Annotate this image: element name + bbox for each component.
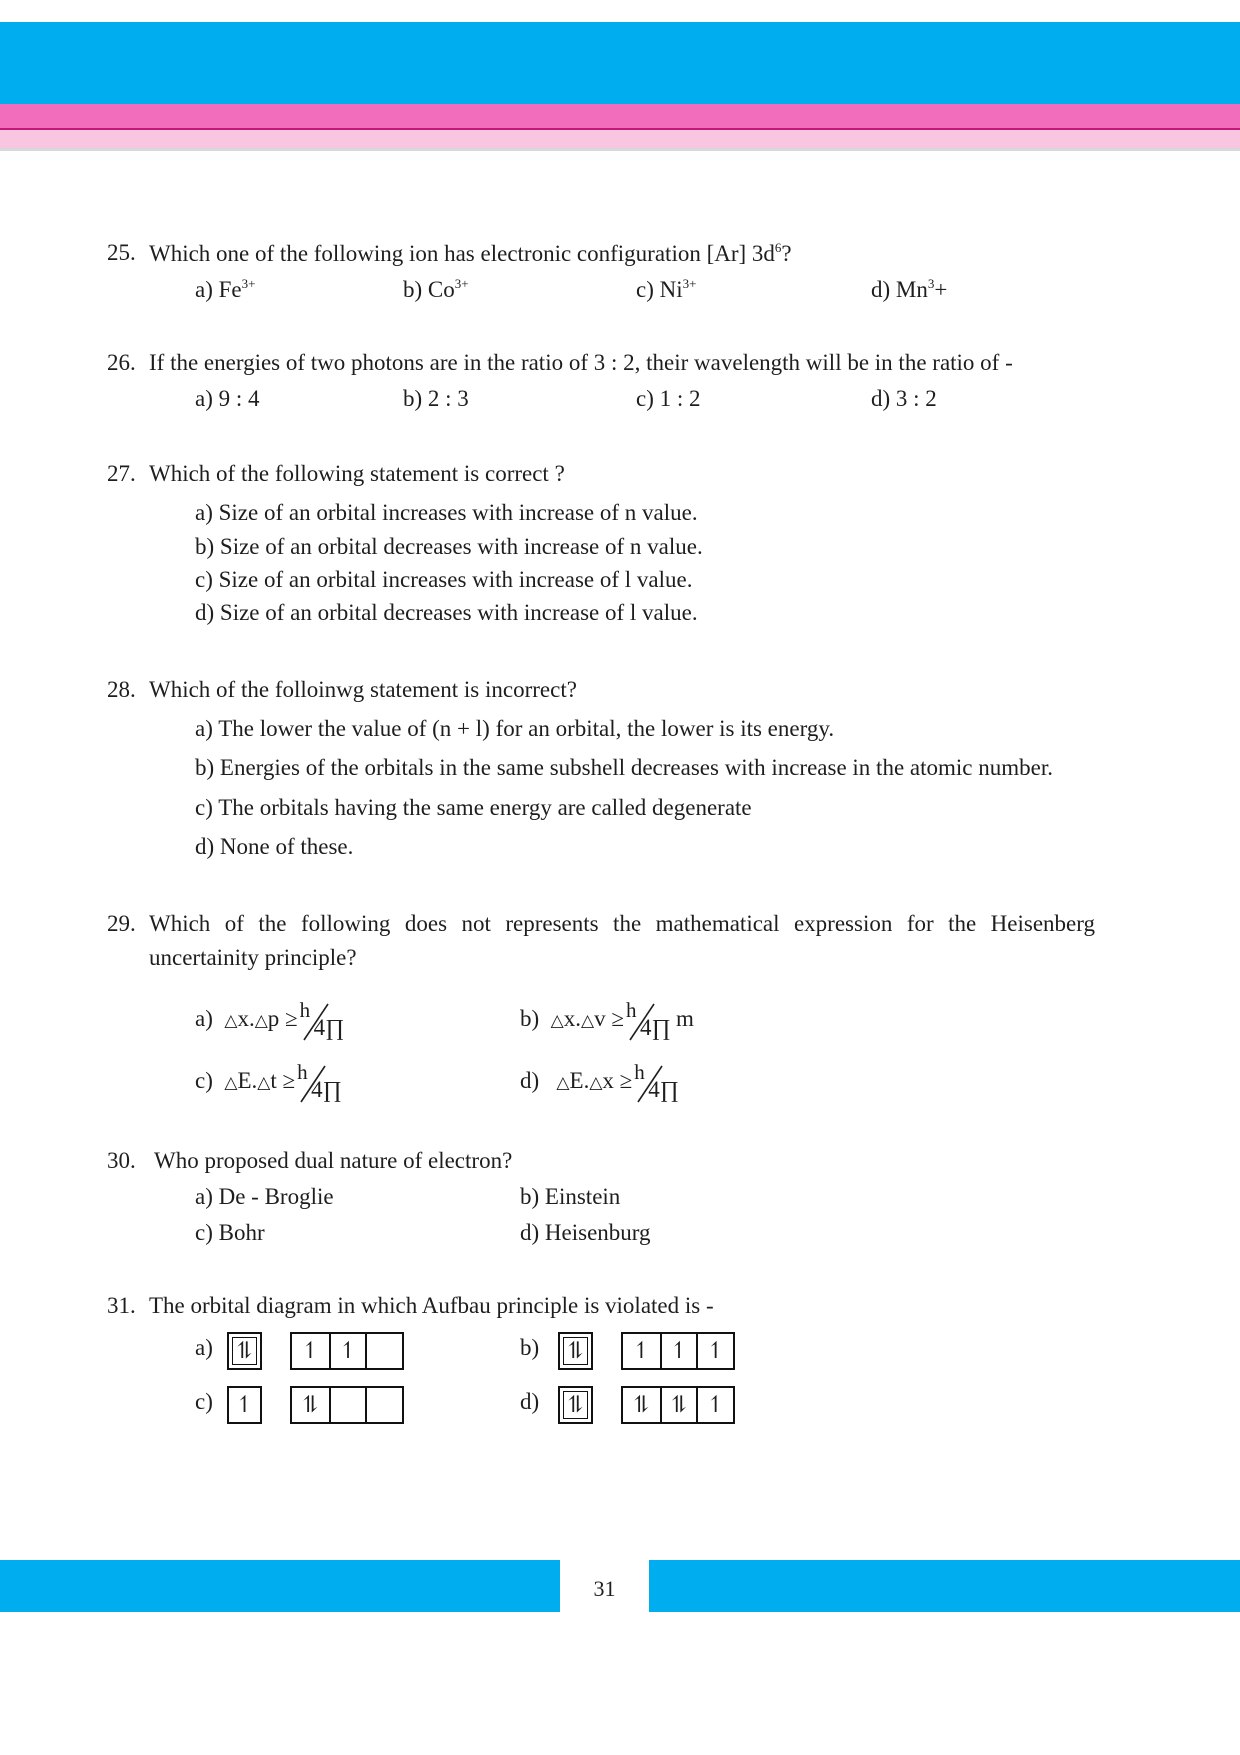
electron-cell: ⥮ [660,1388,697,1422]
electron-cell: ↿ [300,1338,320,1363]
option-d: d) Heisenburg [520,1220,651,1245]
footer-band-right [649,1560,1240,1612]
option-c-label: c) [195,1389,213,1414]
electron-cell [365,1388,402,1422]
header-light-pink-band [0,130,1240,151]
option-b: b) Size of an orbital decreases with increase of n value. [195,534,703,559]
question-text: Which of the following statement is correct ? [149,461,565,486]
orbital-p-box [290,1332,404,1370]
electron-cell: ↿ [329,1334,366,1368]
electron-cell: ⥮ [234,1338,255,1363]
question-text-line-2: uncertainity principle? [149,945,357,970]
electron-cell: ⥮ [631,1392,651,1417]
header-blue-band [0,22,1240,104]
option-b: b) $Co^{3+}$ [403,276,469,302]
question-text: The orbital diagram in which Aufbau principle is violated is - [149,1293,714,1318]
electron-cell [365,1334,402,1368]
option-c: c) $Ni^{3+}$ [636,276,697,302]
orbital-s-box [558,1386,593,1424]
option-d: d) △E.△x ≥ h 4∏ [520,1062,684,1102]
electron-cell: ↿ [660,1334,697,1368]
electron-cell: ↿ [631,1338,651,1363]
orbital-s-box [558,1332,593,1370]
question-text: Which one of the following ion has electronic configuration [Ar] $3d^6$? [149,240,792,266]
option-a: a) De - Broglie [195,1184,334,1209]
option-c: c) 1 : 2 [636,386,701,411]
electron-cell: ↿ [696,1334,733,1368]
fraction: h 4∏ [299,998,345,1040]
header-pink-band [0,104,1240,130]
electron-cell: ↿ [696,1388,733,1422]
page-number: 31 [593,1576,616,1601]
option-b: b) △x.△v ≥ h 4∏ m [520,998,694,1040]
question-number: 30. [107,1148,136,1173]
fraction: h 4∏ [625,998,671,1040]
question-text-line-1: Which of the following does not represents the mathematical expression for the Heisenberg [149,911,1095,936]
electron-cell: ↿ [234,1392,255,1417]
electron-cell [329,1388,366,1422]
option-a-label: a) [195,1335,213,1360]
option-a: a) The lower the value of (n + l) for an orbital, the lower is its energy. [195,716,835,741]
orbital-p-box [621,1386,735,1424]
option-b-label: b) [520,1335,540,1360]
option-c: c) The orbitals having the same energy are called degenerate [195,795,752,820]
question-number: 31. [107,1293,136,1318]
option-a: a) $Fe^{3+}$ [195,276,256,302]
question-text: Which of the folloinwg statement is incorrect? [149,677,577,702]
option-b: b) 2 : 3 [403,386,469,411]
option-c: c) Bohr [195,1220,265,1245]
footer-band-left [0,1560,560,1612]
electron-cell: ⥮ [565,1338,586,1363]
orbital-s-box [227,1386,262,1424]
option-c: c) Size of an orbital increases with increase of l value. [195,567,693,592]
question-text: Who proposed dual nature of electron? [154,1148,513,1173]
option-b: b) Energies of the orbitals in the same subshell decreases with increase in the atomic number. [195,755,1053,780]
option-d: d) 3 : 2 [871,386,937,411]
fraction: h 4∏ [297,1060,342,1102]
option-a: a) Size of an orbital increases with increase of n value. [195,500,698,525]
question-number: 29. [107,911,136,936]
option-d: d) None of these. [195,834,354,859]
question-number: 28. [107,677,136,702]
option-a: a) 9 : 4 [195,386,260,411]
question-number: 25. [107,240,136,265]
electron-cell: ⥮ [565,1392,586,1417]
option-d: d) Size of an orbital decreases with increase of l value. [195,600,698,625]
orbital-p-box [290,1386,404,1424]
electron-cell: ⥮ [300,1392,320,1417]
orbital-s-box [227,1332,262,1370]
option-a: a) △x.△p ≥ h 4∏ [195,1000,350,1040]
question-number: 26. [107,350,136,375]
option-c: c) △E.△t ≥ h 4∏ [195,1062,347,1102]
option-d-label: d) [520,1389,540,1414]
question-number: 27. [107,461,136,486]
question-text: If the energies of two photons are in the ratio of 3 : 2, their wavelength will be in the ratio of - [149,350,1013,375]
option-b: b) Einstein [520,1184,621,1209]
fraction: h 4∏ [634,1060,679,1102]
option-d: d) $Mn^3+$ [871,276,948,302]
orbital-p-box [621,1332,735,1370]
